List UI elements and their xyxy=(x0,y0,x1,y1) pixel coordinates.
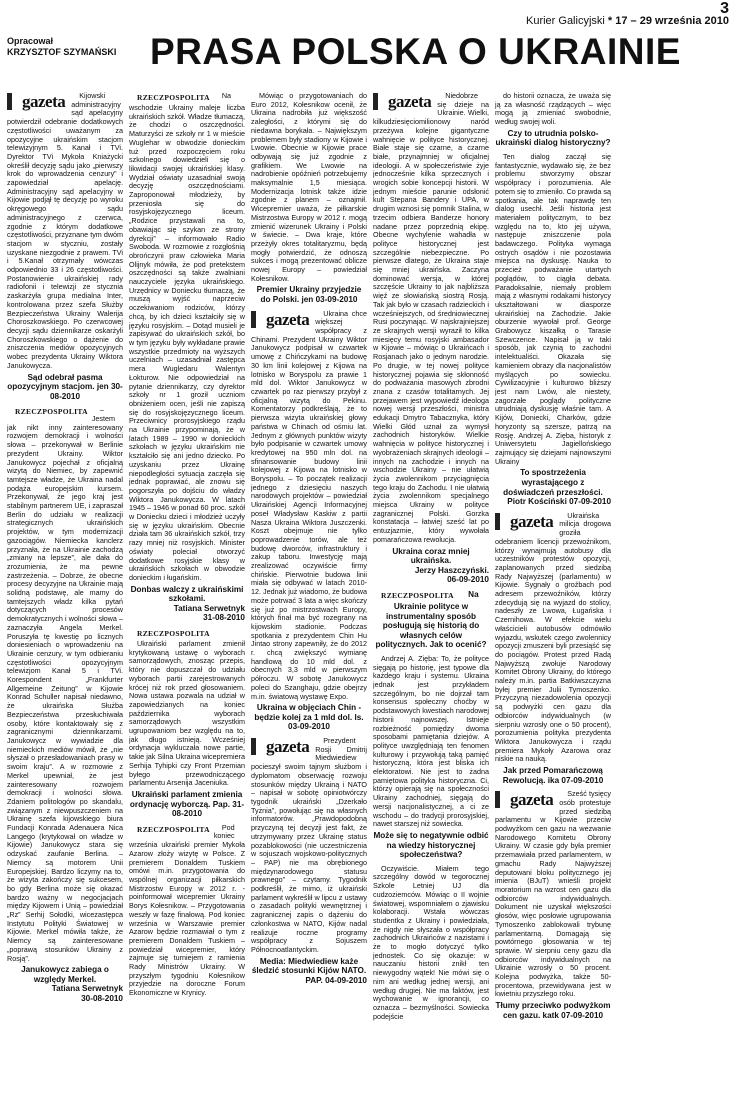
article xyxy=(251,310,367,732)
article-body xyxy=(373,865,489,1022)
article-title: To spostrzeżenia wyrastającego z doświadczeń przeszłości. xyxy=(503,468,603,497)
article-title: Media: Miedwiediew każe śledzić stosunki Kijów NATO. xyxy=(251,956,367,976)
article-body xyxy=(373,92,489,545)
byline xyxy=(7,36,142,58)
article-author: Piotr Kościński 07-09-2010 xyxy=(507,497,611,507)
article-date: PAP. 04-09-2010 xyxy=(305,975,367,985)
article-body xyxy=(129,628,245,788)
page-number: 3 xyxy=(720,0,729,17)
article-text: Mówiąc o przygotowaniach do Euro 2012, Kołesnikow ocenił, że Ukraina nadrobiła już większość zaległości, z którymi się do niedawna borykała. – Największym problemem były stadiony w Kijowie i Lwowie. Obecnie w Kijowie prace odbywają się już zgodnie z grafikiem. We Lwowie na nadrobienie opóźnień potrzebujemy maksymalnie 1,5 miesiąca. Modernizacja lotnisk także idzie zgodnie z planem – oznajmił. Wicepremier uważa, że piłkarskie Mistrzostwa Europy w 2012 r. mogą zmienić wizerunek Ukrainy i Polski w świecie. – Dwa kraje, które przeżyły okres totalitaryzmu, będą mogły potwierdzić, że odnoszą sukces i mogą prezentować oblicze nowej Europy – powiedział Kołesnikow. xyxy=(251,92,367,283)
article-date: 06-09-2010 xyxy=(447,575,489,585)
gazeta-logo: gazeta xyxy=(251,738,311,755)
article-date: 31-08-2010 xyxy=(203,613,245,623)
rzeczpospolita-logo: RZECZPOSPOLITA xyxy=(137,824,210,834)
article xyxy=(129,92,245,623)
article-title: Sąd odebrał pasma opozycyjnym stacjom. jen 30-08-2010 xyxy=(7,372,123,401)
article-title: Donbas walczy z ukraińskimi szkołami. xyxy=(130,584,244,604)
byline-author: KRZYSZTOF SZYMAŃSKI xyxy=(7,47,117,57)
article-title: Może się to negatywnie odbić na wiedzy historycznej społeczeństwa? xyxy=(373,830,489,860)
article-title: Ukraiński parlament zmienia ordynację wyborczą. Pap. 31-08-2010 xyxy=(129,790,245,819)
gazeta-logo: gazeta xyxy=(495,513,555,530)
article xyxy=(495,153,611,507)
article-title: Jak przed Pomarańczową Rewolucją. ika 07-09-2010 xyxy=(502,766,604,785)
article-body xyxy=(129,824,245,998)
article-body xyxy=(251,92,367,283)
article-body xyxy=(495,153,611,466)
article xyxy=(129,824,245,998)
article-columns xyxy=(7,92,730,1102)
article-author: Tatiana Serwetnyk xyxy=(51,984,123,994)
article xyxy=(495,512,611,786)
article xyxy=(495,790,611,1020)
text-column xyxy=(7,92,123,1102)
article-body xyxy=(129,92,245,583)
running-header xyxy=(526,15,729,27)
article xyxy=(373,590,489,650)
article-title: Tłumy przeciwko podwyżkom cen gazu. katk 07-09-2010 xyxy=(495,1001,611,1020)
gazeta-logo: gazeta xyxy=(495,791,555,808)
page-headline: PRASA POLSKA O UKRAINIE xyxy=(150,31,681,72)
article xyxy=(129,628,245,819)
article-text: – Jestem jak nikt inny zainteresowany rozwojem demokracji i wolności słowa – przekonywał w Berlinie prezydent Ukrainy. Wiktor Janukowycz pojechał z oficjalną wizytą do Niemiec, by zapewnić tamtejsze władze, że Ukraina nadal podąża europejskim kursem. Przekonywał, że jego kraj jest stabilnym partnerem UE, i zapraszał Berlin do udziału w realizacji strategicznych ukraińskich projektów, w tym modernizacji gazociągów. Niemiecka kanclerz przyznała, że na Ukrainie zachodzą „zmiany na lepsze”, ale dała do zrozumienia, że ma pewne zastrzeżenia. – Dobrze, że obecne procesy decyzyjne na Ukrainie mają solidną podstawę, ale mamy do tamtejszych władz kilka pytań dotyczących procesów demokratycznych i wolności słowa – zaznaczyła Angela Merkel. Poruszyła tę kwestię po licznych doniesieniach o wprowadzeniu na Ukrainie cenzury, w tym odbieraniu częstotliwości opozycyjnym telewizjom Kanał 5 i TVi. Korespondent „Frankfurter Allgemeine Zeitung” w Kijowie Konrad Schuller napisał niedawno, że ukraińska Służba Bezpieczeństwa przesłuchiwała osoby, które kontaktowały się z zagranicznymi dziennikarzami. Janukowycz w wywiadzie dla niemieckich mediów mówił, że „nie słyszał o przesładowaniach prasy w swoim kraju”. A w rozmowie z Merkel upewniał, że jest zainteresowany rozwojem demokracji i wolności słowa. Zdaniem politologów po skandalu, związanym z niewpuszczeniem na Ukrainę szefa kijowskiego biura Fundacji Konrada Adenauera Nica Langego (krytykował on władze w Kijowie) Janukowycz stara się odzyskać zaufanie Berlina. – Niemcy są motorem Unii Europejskiej. Bardzo liczymy na to, że wizyta zakończy się sukcesem, bo gdy Berlina może się okazać bardzo ważny w negocjacjach między Kijowem i Unią – powiedział „Rz” Serhij Sołodki, wicezastępca Instytutu Polityki Światowej w Kijowie. Merkel mówiła także, że Niemcy są zainteresowane „poprawą stosunków Ukrainy z Rosją”. xyxy=(7,405,123,963)
article-title: Na Ukrainie polityce w instrumentalny sposób posługują się historią do własnych celów politycznych. Jak to ocenić? xyxy=(375,589,487,650)
article-text: do historii oznacza, że uważa się ją za własność rządzących – więc mogą ją zmieniać swobodnie, według swojej woli. xyxy=(495,92,611,127)
article-author: Tatiana Serwetnyk xyxy=(173,603,245,613)
article-text: Prezydent Rosji Dmitrij Miedwiediew pocieszył swoim tajnym służbom i dyplomatom obserwację rozwoju stosunków między Ukrainą i NATO – napisał w sobotę opiniotwórczy tygodnik ukraiński „Dzerkało Tyżnia”, powołując się na własnych informatorów. „Prawdopodobną przyczyną tej decyzji jest fakt, że utrzymywany przez Ukrainę status pozablokowości (nie uczestniczenia w sojuszach wojskowo-politycznych – PAP) nie ma obrębionego międzynarodowego statusu prawnego” – czytamy. Tygodnik podkreślił, że mimo, iż ukraiński parlament wykreślił w lipcu z ustawy o zasadach polityki wewnętrznej i zagranicznej zapis o dążeniu do członkostwa w NATO, Kijów nadal realizuje roczne programy współpracy z Sojuszem Północnoatlantyckim. xyxy=(251,736,367,954)
article-text: Ukraińska milicja drogowa groziła odebraniem licencji przewoźnikom, którzy wynajmują autobusy dla uczestników protestów opozycji, zaplanowanych przed siedzibą Rady Najwyższej (parlamentu) w Kijowie. Sygnały o groźbach pod adresem przewoźników, którzy zdecydują się na wyjazd do stolicy, nadeszły ze Lwowa, Ługańska i Czernihowa. W efekcie wielu właścicieli autobusów odmówiło wyjazdu, wskutek czego zwolennicy opozycji zmuszeni byli przesiąść się do pociągów. Protest przed Radą Najwyższą zwołuje Narodowy Komitet Obrony Ukrainy, do którego należy m.in. partia Batkiwszczyzna byłej premier Julii Tymoszenko. Przyczyną niezadowolenia opozycji są podwyżki cen gazu dla odbiorców indywidualnych (w sierpniu wzrosły one o 50 procent), porozumienia polityka prezydenta Wiktora Janukowycza i rządu premiera Mykoły Azarowa oraz niskie na nauką. xyxy=(495,510,611,764)
article-body xyxy=(7,92,123,371)
article-body xyxy=(495,512,611,764)
article-text: Oczywiście. Miałem tego szczególny dowód w tegorocznej Szkole Letniej UJ dla cudzoziemców. Mówiąc o II wojnie światowej, wspomniałem o zjawisku kolaboracji. Wstała wówczas studentka z Ukrainy i powiedziała, że nigdy nie słyszała o współpracy zachodnich Ukraińców z nazistami i że to mogło dotyczyć tylko jednostek. Co się okazuje: w nauczaniu historii znikł ten niewygodny wątek! Nie mówi się o nim ani według jednej wersji, ani według drugiej. Nie ma faktów, jest wychowanie w ignorancji, co oznacza – bezmyślności. Sowiecka podejście xyxy=(373,863,489,1021)
gazeta-logo: gazeta xyxy=(7,93,67,110)
article-title: Premier Ukrainy przyjedzie do Polski. jen 03-09-2010 xyxy=(256,285,362,305)
article xyxy=(495,92,611,148)
article-text: Sześć tysięcy osób protestuje przed siedzibą parlamentu w Kijowie przeciw podwyżkom cen gazu na wezwanie Narodowego Komitetu Obrony Ukrainy. W czasie gdy była premier przemawiała przed parlamentem, w gmachu Rady Najwyższej deputowani bloku politycznego jej imienia (BJuT) wnieśli projekt moratorium na wzrost cen gazu dla odbiorców indywidualnych. Dokument nie uzyskał większości głosów, więc posłowie ugrupowania Tymoszenko zablokowali trybunę parlamentarną. Domagają się powtórnego głosowania w tej sprawie. W sierpniu ceny gazu dla odbiorców indywidualnych na Ukrainie wzrosły o 50 procent. Kolejna podwyżka, także 50-procentowa, przewidywana jest w kwietniu przyszłego roku. xyxy=(495,789,611,999)
article-text: Ukraiński parlament zmienił krytykowaną ustawę o wyborach samorządowych, znosząc przepis, który nie dopuszczał do udziału wyborach partii zarejestrowanych krócej niż rok przed głosowaniem. Nowa ustawa pozwala na udział w zapowiedzianych na koniec października wyborach samorządowych wszystkim ugrupowaniom bez względu na to, jak długo istnieją. Wcześniej ordynacja wykluczała nowe partie, takie jak Silna Ukraina wicepremiera Serhija Tyhipki czy Front Przemian byłego przewodniczącego parlamentu Arsenija Jaceniuka. xyxy=(129,639,245,788)
issue-date: * 17 – 29 września 2010 xyxy=(607,15,729,27)
article-title: Ukraina coraz mniej ukraińska. xyxy=(392,546,470,566)
article-title: Janukowycz zabiega o względy Merkel. xyxy=(21,965,109,984)
article-body xyxy=(251,310,367,702)
article-body xyxy=(373,655,489,829)
article-text: Kijowski administracyjny sąd apelacyjny potwierdził odebranie dodatkowych częstotliwości uważanym za opozycyjne ukraińskim stacjom telewizyjnym 5. Kanał i TVi. Dyrektor TVi Mykoła Kniażycki określił decyzję sądu jako „pierwszy krok do wprowadzenia cenzury” i zapowiedział apelację. Administracyjny sąd apelacyjny w Kijowie podjął tę decyzję po wyroku okręgowego sądu administracyjnego z czerwca, zgodnie z którym dodatkowe częstotliwości, przyznane tym dwóm stacjom w styczniu, zostały uzyskane niezgodnie z prawem. TVi i 5.Kanał otrzymały wówczas odpowiednio 33 i 26 częstotliwości. Postanowienie ukraińskiej rady radiofonii i telewizji ze stycznia zaskarżyła grupa medialna Inter, kontrolowana przez szefa Służby Bezpieczeństwa Ukrainy Walerija Choroszkowskiego. Po czerwcowej decyzji sądu dziennikarze oskarżyli Choroszkowskiego o dążenie do zniszczenia mediów opozycyjnych wobec prezydenta Ukrainy Wiktora Janukowycza. xyxy=(7,92,123,370)
article-body xyxy=(251,737,367,955)
article xyxy=(373,865,489,1022)
article xyxy=(7,406,123,1003)
article-date: 30-08-2010 xyxy=(81,994,123,1004)
text-column xyxy=(495,92,611,1102)
rzeczpospolita-logo: RZECZPOSPOLITA xyxy=(381,590,454,600)
article-author: Jerzy Haszczyński. xyxy=(414,565,489,575)
text-column xyxy=(373,92,489,1102)
article-body xyxy=(495,92,611,127)
article xyxy=(373,92,489,585)
article-text: Ukraina chce większej współpracy z Chinami. Prezydent Ukrainy Wiktor Janukowycz podpisał w czwartek umowę z Chińczykami na budowę 30 km linii kolejowej z Kijowa na lotnisko w Boryspolu za prawie 1 mld dol. Wiktor Janukowycz w czwartek po raz pierwszy przybył z oficjalną wizytą do Pekinu. Komentatorzy podkreślają, że to pierwsza wizyta ukraińskiej głowy państwa w Chinach od ośmiu lat. Jednym z głównych punktów wizyty było podpisanie w czwartek umowy kredytowej na 950 mln dol. na sfinansowanie budowy linii kolejowej z Kijowa na lotnisko w Boryspolu. – To początek realizacji jednego z dziesięciu naszych narodowych projektów – powiedział Ukraińskiej Agencji Informacyjnej poseł Władysław Kaskiw z partii Nasza Ukraina Wiktora Juszczenki. Koszt obejmuje nie tylko poprowadzenie torów, ale też budowę dworców, infrastruktury i zakup taboru. Inwestycję mają zrealizować oczywiście firmy chińskie. Pierwotnie budowa linii miała się odbywać w latach 2010-12. Jednak już wiadomo, że budowa może potrwać 3 lata a więc skończy się już po mistrzostwach Europy, których finał ma być rozegrany na kijowskim stadionie. Podczas spotkania z prezydentem Chin Hu Jintao strony zapewniły, że do 2012 r. chcą zwiększyć wymianę handlową do 10 mld dol. z obecnych 3,3 mld w pierwszym półroczu. W sobotę Janukowycz poleci do Szanghaju, gdzie obejrzy m.in. światową wystawę Expo. xyxy=(251,308,367,701)
rzeczpospolita-logo: RZECZPOSPOLITA xyxy=(15,407,88,417)
article-body xyxy=(7,406,123,963)
article xyxy=(373,655,489,860)
gazeta-logo: gazeta xyxy=(373,93,433,110)
article xyxy=(251,737,367,985)
article-body xyxy=(495,790,611,999)
article-text: Andrzej A. Zięba: To, że polityce sięgają po historię, jest typowe dla każdego kraju i systemu. Ukraina jednak jest przykładem szczególnym, bo nie dojrzał tam konsensus społeczny choćby w podstawowych kwestiach narodowej historii najnowszej. Istnieje rozbieżność pomiędzy dwoma sposobami pamiętania dziejów. A polityce uwzględniają ten fenomen kulturowy i przywołują taką pamięć historyczną, która jest bliska ich elektoratowi. Nie jest to żadna pamiętowa polityka historyczna. Ci, którzy opierają się na społeczności Ukrainy zachodniej, sięgają do wersji nacjonalistycznej, a ci ze wschodu – do tradycji prorosyjskiej, nawet starszej niż sowiecka. xyxy=(373,653,489,829)
gazeta-logo: gazeta xyxy=(251,311,311,328)
rzeczpospolita-logo: RZECZPOSPOLITA xyxy=(137,629,210,639)
byline-label: Opracował xyxy=(7,36,54,46)
page-header xyxy=(0,0,737,30)
rzeczpospolita-logo: RZECZPOSPOLITA xyxy=(137,93,210,102)
article xyxy=(251,92,367,305)
article xyxy=(7,92,123,401)
article-title: Ukraina w objęciach Chin - będzie kolej za 1 mld dol. ls. 03-09-2010 xyxy=(254,703,364,732)
article-text: Na wschodzie Ukrainy maleje liczba ukraińskich szkół. Władze tłumaczą, że chodzi o oszczędności. Maturzyści ze szkoły nr 1 w mieście Wuglehar w obwodzie donieckim tuż przed rozpoczęciem roku szkolnego dowiedzieli się o likwidacji swojej ukraińskiej klasy. Wydział oświaty uzasadniał swoją decyzję oszczędnościami. Zaproponował młodzieży, by przeniosła się do rosyjskojęzycznego liceum. „Rodzice przystawali na to, obawiając się szykan ze strony dyrekcji” – informowało Radio Swoboda. W rozmowie z rozgłośnią obrończyni praw człowieka Maria Olijnyk mówiła, że pod pretekstem oszczędności są także zwalniani nauczyciele języka ukraińskiego. Urzędnicy w Doniecku tłumaczą, że muszą wyjść naprzeciw oczekiwaniom rodziców, którzy chcą, by ich dzieci kształciły się w języku rosyjskim. – Dotąd musieli je zapisywać do ukraińskich szkół, bo w tym języku były wykładane prawie wszystkie przedmioty na wyższych uczelniach – uzasadniał zastępca mera Wugledaru Walentyn Łokturow. Nie odpowiedział na pytanie dziennikarzy, czy dyrektor szkoły nr 1 groził uczniom obniżeniem ocen, jeśli nie zapiszą się do rosyjskojęzycznego liceum. Przeciwnicy prorosyjskiego rządu na Ukrainie przypominają, że w latach 1989 – 1990 w donieckich szkołach w języku ukraińskim nie kształciło się ani jedno dziecko. Po uzyskaniu przez Ukrainę niepodległości sytuacja zaczęła się jednak poprawiać, ale znowu się pogorszyła po dojściu do władzy Wiktora Janukowycza. W latach 1945 – 1946 w ponad 60 proc. szkół w Doniecku dzieci i młodzież uczyły się w języku ukraińskim. Obecnie działa tam 36 ukraińskich szkół, trzy razy mniej niż rosyjskich. Minister oświaty poleciał otworzyć dodatkowe rosyjskie klasy w ukraińskich szkołach w obwodzie donieckim i ługańskim. xyxy=(129,92,245,582)
article-text: Pod koniec września ukraiński premier Mykoła Azarow złoży wizytę w Polsce. Z premierem Donaldem Tuskiem omówi m.in. przygotowania do wspólnej organizacji piłkarskich Mistrzostw Europy w 2012 r. - poinformował wicepremier Ukrainy Borys Kołesnikow. – Przygotowania weszły w fazę finałową. Pod koniec września w Warszawie premier Azarow będzie rozmawiał o tym z premierem Donaldem Tuskiem – powiedział wicepremier, który zajmuje się turniejem z ramienia Rady Ministrów Ukrainy. W przyszłym tygodniu Kołesnikow przyjedzie na doroczne Forum Ekonomiczne w Krynicy. xyxy=(129,822,245,998)
text-column xyxy=(129,92,245,1102)
article-text: Niedobrze się dzieje na Ukrainie. Wielki, kilkudziesięciomilionowy naród przeżywa kolejne gigantyczne wahnięcie w polityce historycznej. Białe staje się czarne, a czarne białe, przynajmniej w oficjalnej ideologii. A w społeczeństwie żyje jednocześnie kilka sprzecznych i wrogich sobie koncepcji historii. W jednym mieście parunie odsłonić kult Stepana Bandery i UPA, w drugim wznosi się pomnik Stalina, w trzecim odbiera Banderze honory nadane przez poprzednią ekipę. Obecne wychylenie wahadła w polityce historycznej jest szczególnie niebezpieczne. Po pierwsze dlatego, że Ukraina staje się mniej ukraińska. Zaczyna dominować wersja, w której szczęście Ukrainy to jak najbliższa więź ze słowiańską siostrą Rosją. Tak jak było w czasach radzieckich i wcześniejszych, od średniowiecznej Rusi poczynając. W najskrajniejszej ze skrajnych wersji wyraził to kilka miesięcy temu rosyjski ambasador w Kijowie – mówiąc o Ukraińcach i Rosjanach jako o jednym narodzie. Po drugie, w tej nowej polityce historycznej pojawia się skłonność do podważania masowych zbrodni znana z czasów totalitarnych. Jej przejawem jest wypowiedź ideologa nowej wersji przeszłości, ministra edukacji Dmytro Tabacznyka, który Wielki Głód uznał za wymysł zachodnich historyków. Wielkie wahnięcia w polityce historycznej i wyobrażeniach skrajnych ideologii – innych na zachodzie i innych na wschodzie Ukrainy – nie ułatwią życia zwolennikom przyciągnięcia tego kraju do Zachodu. I nie ułatwią życia zwolennikom specjalnego miejsca Ukrainy w polityce zagranicznej Polski. Gorzka konstatacja – łatwiej sześć lat po entuzjazmie, który wywołała pomarańczowa rewolucja. xyxy=(373,92,489,544)
text-column xyxy=(251,92,367,1102)
article-title: Czy to utrudnia polsko-ukraiński dialog historyczny? xyxy=(495,128,611,148)
article-text: Ten dialog zaczął się fantastycznie, wydawało się, że bez problemu stworzymy obszar współpracy i porozumienia. Ale potem się to zmieniło. Co prawda są spotkania, ale tak naprawdę ten dialog usechł. Jeśli historia jest materiałem politycznym, to bez względu na to, kto jej używa, następuje zniszczenie pola badawczego. Polityka wymaga ostrych osądów i nie pozostawia miejsca na dyskusję. Nauka to przecież podważanie utartych poglądów, to ciągła debata. Paradoksalnie, niemały problem mają z własnymi rodakami historycy ukształtowani w diasporze ukraińskiej na Zachodzie. Jakie oburzenie wywołał prof. George Grabowycz kiszałką o Tarasie Szewczence. Napisał ją w taki sposób, jak czynią to zachodni intelektualiści. Okazała się kamieniem obrazy dla nacjonalistów myślących po sowiecku. Cywilizacyjnie i kulturowo bliższy jest nam Lwów, ale niestety, zagorzałe poglądy polityczne utrudniają dyskusję właśnie tam. A Kijów, Doniecki, Charków, gdzie horyzonty są szersze, patrzą na Rosję. Andrzej A. Zięba, historyk z Uniwersytetu Jagiellońskiego zajmujący się dziejami najnowszymi Ukrainy xyxy=(495,152,611,466)
publication-name: Kurier Galicyjski xyxy=(525,15,605,27)
